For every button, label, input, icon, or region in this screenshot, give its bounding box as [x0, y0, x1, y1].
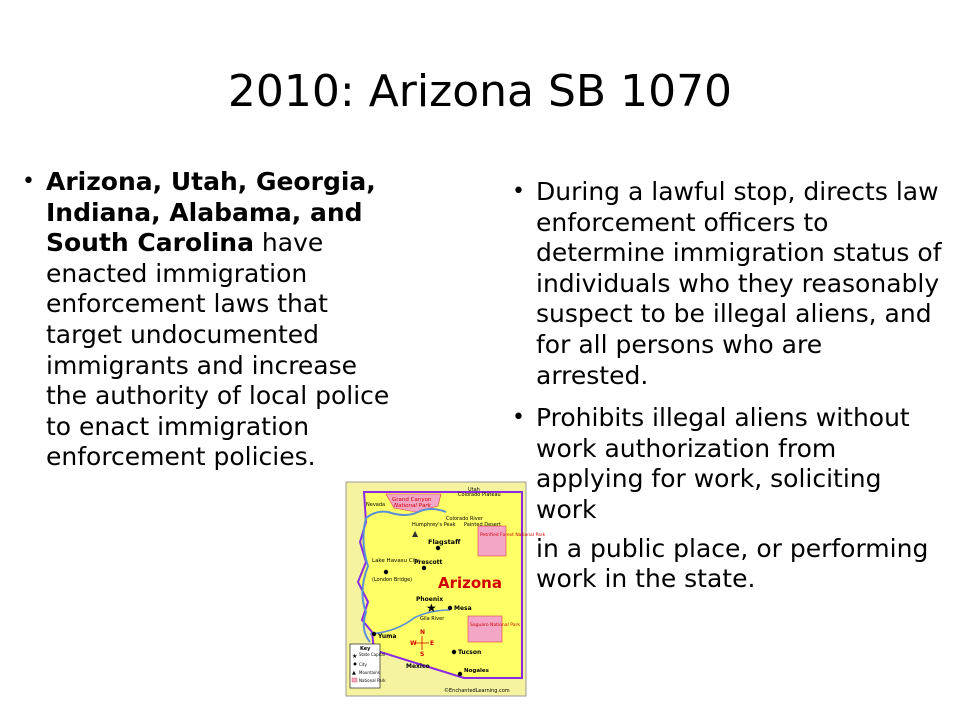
mountain-icon: ▲ [412, 529, 419, 538]
map-label-flagstaff: Flagstaff [428, 538, 461, 546]
left-column [22, 167, 397, 473]
nogales-dot-icon [458, 672, 462, 676]
map-label-petrified-forest: Petrified Forest National Park [480, 533, 546, 538]
right-bullet-2-continuation: in a public place, or performing work in the state. [536, 533, 929, 594]
saguaro-park [468, 616, 502, 642]
compass-n: N [420, 629, 426, 636]
prescott-dot-icon [422, 566, 426, 570]
bullet-dot-icon: • [22, 169, 35, 194]
map-label-nevada: Nevada [366, 502, 386, 508]
lake-havasu-dot-icon [384, 570, 388, 574]
left-bullet [22, 167, 397, 473]
map-label-state: Arizona [438, 574, 502, 592]
map-label-mexico: Mexico [406, 663, 430, 670]
map-label-prescott: Prescott [414, 559, 443, 566]
right-bullet-1 [512, 177, 942, 391]
map-label-saguaro: Saguaro National Park [470, 623, 520, 628]
map-label-nogales: Nogales [464, 668, 489, 674]
map-label-humphreys-peak: Humphrey's Peak [412, 522, 456, 528]
map-label-grand-canyon: Grand Canyon [392, 497, 432, 503]
map-label-gila-river: Gila River [420, 616, 445, 622]
arizona-map-svg [346, 482, 546, 696]
key-mountain-icon: ▲ [352, 670, 356, 676]
compass-s: S [420, 651, 425, 658]
map-credit: ©EnchantedLearning.com [444, 688, 510, 694]
arizona-map [346, 482, 546, 696]
map-key-mountains: Mountains [359, 670, 380, 675]
key-park-swatch-icon [352, 678, 357, 682]
map-label-lake-havasu: Lake Havasu City [372, 558, 420, 564]
flagstaff-dot-icon [436, 546, 440, 550]
key-star-icon: ★ [352, 653, 358, 660]
left-bullet-text: have enacted immigration enforcement laws that target undocumented immigrants and increase the authority of local police to enact immigration enforcement policies. [46, 228, 390, 472]
bullet-dot-icon: • [512, 405, 525, 431]
bullet-dot-icon: • [512, 179, 525, 204]
right-bullet-2-text: Prohibits illegal aliens without work authorization from applying for work, soliciting work [536, 403, 910, 524]
map-label-yuma: Yuma [378, 633, 397, 640]
phoenix-capital-star-icon: ★ [426, 601, 437, 615]
map-key-title: Key [360, 646, 371, 652]
map-label-national-park: National Park [394, 503, 431, 509]
petrified-forest-park [478, 526, 506, 556]
map-label-utah: Utah [468, 487, 480, 493]
yuma-dot-icon [372, 632, 376, 636]
right-bullet-1-text: During a lawful stop, directs law enforcement officers to determine immigration status of individuals who they reasonably suspect to be illegal aliens, and for all persons who are arrested. [536, 177, 942, 390]
compass-w: W [410, 640, 417, 647]
key-dot-icon [354, 663, 357, 666]
right-bullet-2 [512, 403, 942, 525]
map-label-colorado-river: Colorado River [446, 516, 483, 522]
compass-e: E [430, 640, 435, 647]
map-label-painted-desert: Painted Desert [464, 522, 501, 528]
map-key-state-capital: State Capital [359, 652, 385, 657]
map-key-national-park: National Park [359, 678, 386, 683]
states-list: Arizona, Utah, Georgia, Indiana, Alabama, and South Carolina [46, 167, 376, 258]
map-label-colorado-plateau: Colorado Plateau [458, 492, 501, 498]
map-label-tucson: Tucson [458, 649, 482, 656]
map-label-london-bridge: (London Bridge) [372, 577, 413, 583]
right-column [512, 177, 942, 620]
tucson-dot-icon [452, 650, 456, 654]
map-label-phoenix: Phoenix [416, 596, 444, 603]
mesa-dot-icon [448, 606, 452, 610]
map-key-city: City [359, 662, 367, 667]
slide-title: 2010: Arizona SB 1070 [227, 66, 733, 117]
map-label-mesa: Mesa [454, 605, 472, 612]
